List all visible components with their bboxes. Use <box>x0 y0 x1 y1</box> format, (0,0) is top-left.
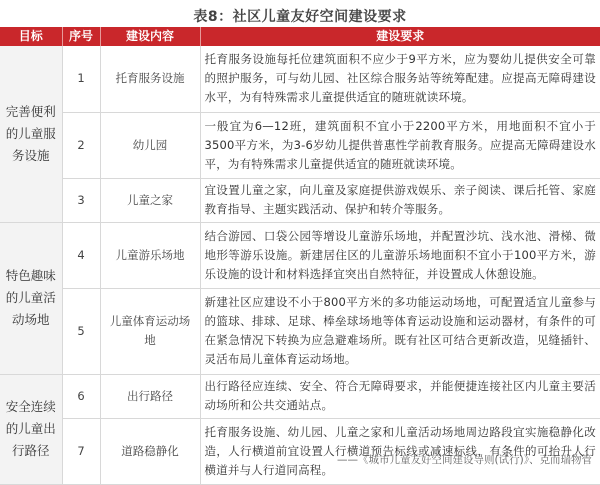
row-desc: 出行路径应连续、安全、符合无障碍要求，并能便捷连接社区内儿童主要活动场所和公共交通站点。 <box>200 374 600 418</box>
row-item: 幼儿园 <box>100 112 200 178</box>
row-number: 4 <box>62 222 100 288</box>
row-item: 出行路径 <box>100 374 200 418</box>
header-item: 建设内容 <box>100 27 200 46</box>
row-desc: 宜设置儿童之家，向儿童及家庭提供游戏娱乐、亲子阅读、课后托管、家庭教育指导、主题实践活动、保护和转介等服务。 <box>200 178 600 222</box>
table-header-row <box>0 27 600 46</box>
row-number: 6 <box>62 374 100 418</box>
row-item: 托育服务设施 <box>100 46 200 112</box>
table-row <box>0 112 600 178</box>
table-row <box>0 418 600 484</box>
goal-cell: 完善便利的儿童服务设施 <box>0 46 62 222</box>
row-number: 3 <box>62 178 100 222</box>
requirements-table <box>0 27 600 485</box>
row-item: 道路稳静化 <box>100 418 200 484</box>
goal-cell: 特色趣味的儿童活动场地 <box>0 222 62 374</box>
row-desc: 新建社区应建设不小于800平方米的多功能运动场地，可配置适宜儿童参与的篮球、排球、足球、棒垒球场地等体育运动设施和运动器材，有条件的可在紧急情况下转换为应急避难场所。既有社区可结合更新改造，见缝插针、灵活布局儿童体育运动场地。 <box>200 288 600 374</box>
row-item: 儿童游乐场地 <box>100 222 200 288</box>
row-number: 7 <box>62 418 100 484</box>
row-number: 1 <box>62 46 100 112</box>
table-row <box>0 222 600 288</box>
table-row <box>0 374 600 418</box>
table-row <box>0 178 600 222</box>
table-row <box>0 46 600 112</box>
row-item: 儿童体育运动场地 <box>100 288 200 374</box>
row-desc: 一般宜为6—12班，建筑面积不宜小于2200平方米，用地面积不宜小于3500平方米，为3-6岁幼儿提供普惠性学前教育服务。应提高无障碍建设水平，为有特殊需求儿童提供适宜的随班就读环境。 <box>200 112 600 178</box>
row-item: 儿童之家 <box>100 178 200 222</box>
goal-cell: 安全连续的儿童出行路径 <box>0 374 62 484</box>
row-desc: 托育服务设施、幼儿园、儿童之家和儿童活动场地周边路段宜实施稳静化改造，人行横道前宜设置人行横道预告标线或减速标线，有条件的可抬升人行横道并与人行道同高程。 <box>200 418 600 484</box>
row-number: 2 <box>62 112 100 178</box>
table-title: 表8：社区儿童友好空间建设要求 <box>193 9 407 25</box>
header-desc: 建设要求 <box>200 27 600 46</box>
row-number: 5 <box>62 288 100 374</box>
row-desc: 结合游园、口袋公园等增设儿童游乐场地，并配置沙坑、浅水池、滑梯、微地形等游乐设施。新建居住区的儿童游乐场地面积不宜小于100平方米，游乐设施的设计和材料选择宜突出自然特征，并设置成人休憩设施。 <box>200 222 600 288</box>
row-desc: 托育服务设施每托位建筑面积不应少于9平方米，应为婴幼儿提供安全可靠的照护服务，可与幼儿园、社区综合服务站等统筹配建。应提高无障碍建设水平，为有特殊需求儿童提供适宜的随班就读环境。 <box>200 46 600 112</box>
table-row <box>0 288 600 374</box>
header-goal: 目标 <box>0 27 62 46</box>
source-note: ——《城市儿童友好空间建设导则(试行)》、克而瑞物管 <box>337 454 592 466</box>
header-num: 序号 <box>62 27 100 46</box>
